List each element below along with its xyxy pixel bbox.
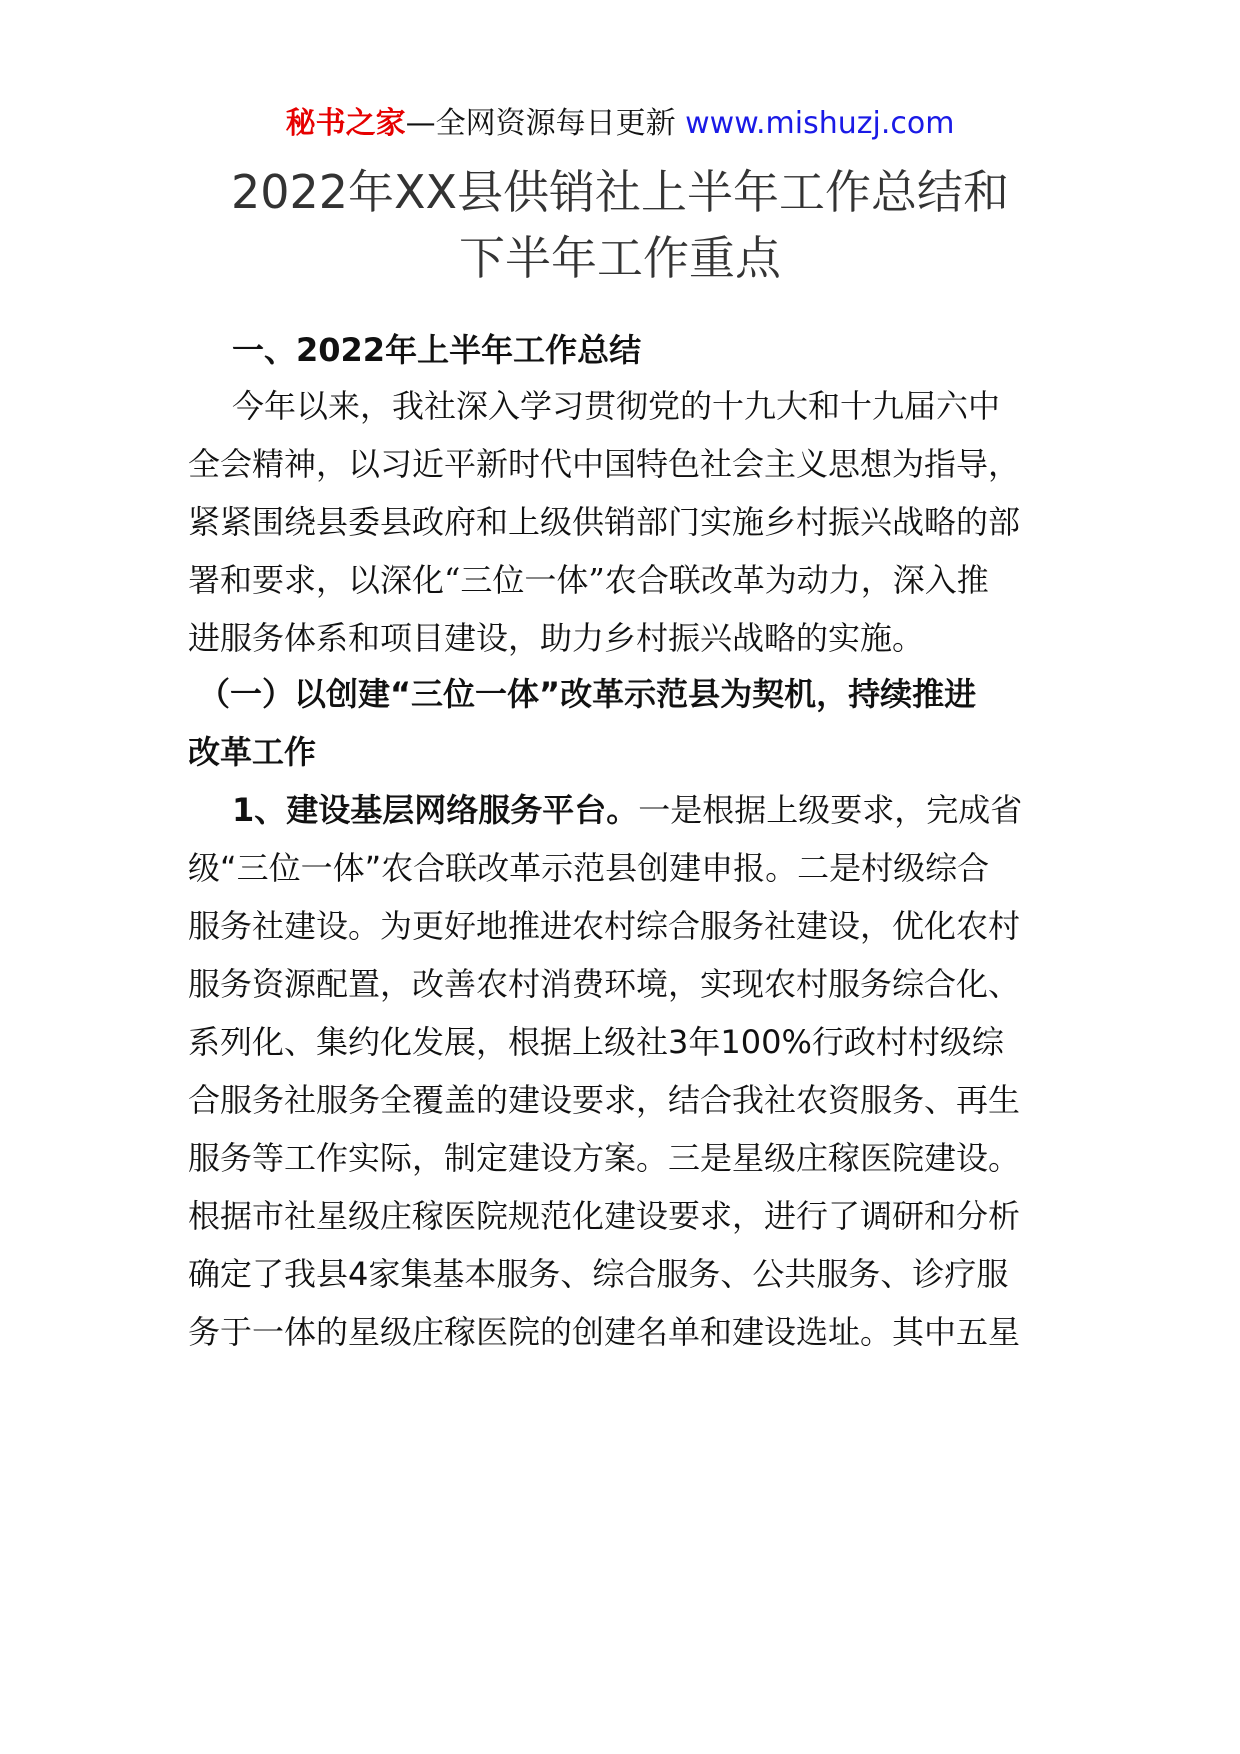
paragraph-line: 服务社建设。为更好地推进农村综合服务社建设，优化农村 [188, 907, 1021, 945]
paragraph-line: 全会精神，以习近平新时代中国特色社会主义思想为指导， [188, 445, 1021, 483]
paragraph-line: 紧紧围绕县委县政府和上级供销部门实施乡村振兴战略的部 [188, 503, 1021, 541]
brand-name: 秘书之家 [285, 106, 406, 141]
paragraph-line: 级“三位一体”农合联改革示范县创建申报。二是村级综合 [188, 849, 990, 887]
paragraph-line: 服务等工作实际，制定建设方案。三是星级庄稼医院建设。 [188, 1139, 1021, 1177]
paragraph-line: 系列化、集约化发展，根据上级社3年100%行政村村级综 [188, 1023, 1004, 1061]
document-title-line-1: 2022年XX县供销社上半年工作总结和 [230, 165, 1010, 219]
site-url: www.mishuzj.com [685, 106, 955, 141]
paragraph-line: 合服务社服务全覆盖的建设要求，结合我社农资服务、再生 [188, 1081, 1021, 1119]
item-text: 一是根据上级要求，完成省 [638, 791, 1023, 829]
document-title-line-2: 下半年工作重点 [459, 231, 781, 285]
paragraph-line: 服务资源配置，改善农村消费环境，实现农村服务综合化、 [188, 965, 1021, 1003]
header-tagline: —全网资源每日更新 [405, 106, 676, 141]
paragraph-line: 务于一体的星级庄稼医院的创建名单和建设选址。其中五星 [188, 1313, 1021, 1351]
item-lead: 1、建设基层网络服务平台。 [232, 791, 639, 829]
paragraph-line: 今年以来，我社深入学习贯彻党的十九大和十九届六中 [232, 387, 1001, 425]
paragraph-line: 署和要求，以深化“三位一体”农合联改革为动力，深入推 [188, 561, 989, 599]
item-first-line [232, 788, 1022, 832]
subsection-heading-line: （一）以创建“三位一体”改革示范县为契机，持续推进 [198, 675, 977, 713]
section-heading: 一、2022年上半年工作总结 [232, 331, 642, 369]
paragraph-line: 进服务体系和项目建设，助力乡村振兴战略的实施。 [188, 619, 925, 657]
paragraph-line: 确定了我县4家集基本服务、综合服务、公共服务、诊疗服 [188, 1255, 1009, 1293]
paragraph-line: 根据市社星级庄稼医院规范化建设要求，进行了调研和分析 [188, 1197, 1021, 1235]
subsection-heading-line: 改革工作 [188, 733, 317, 771]
watermark-header [0, 104, 1240, 144]
